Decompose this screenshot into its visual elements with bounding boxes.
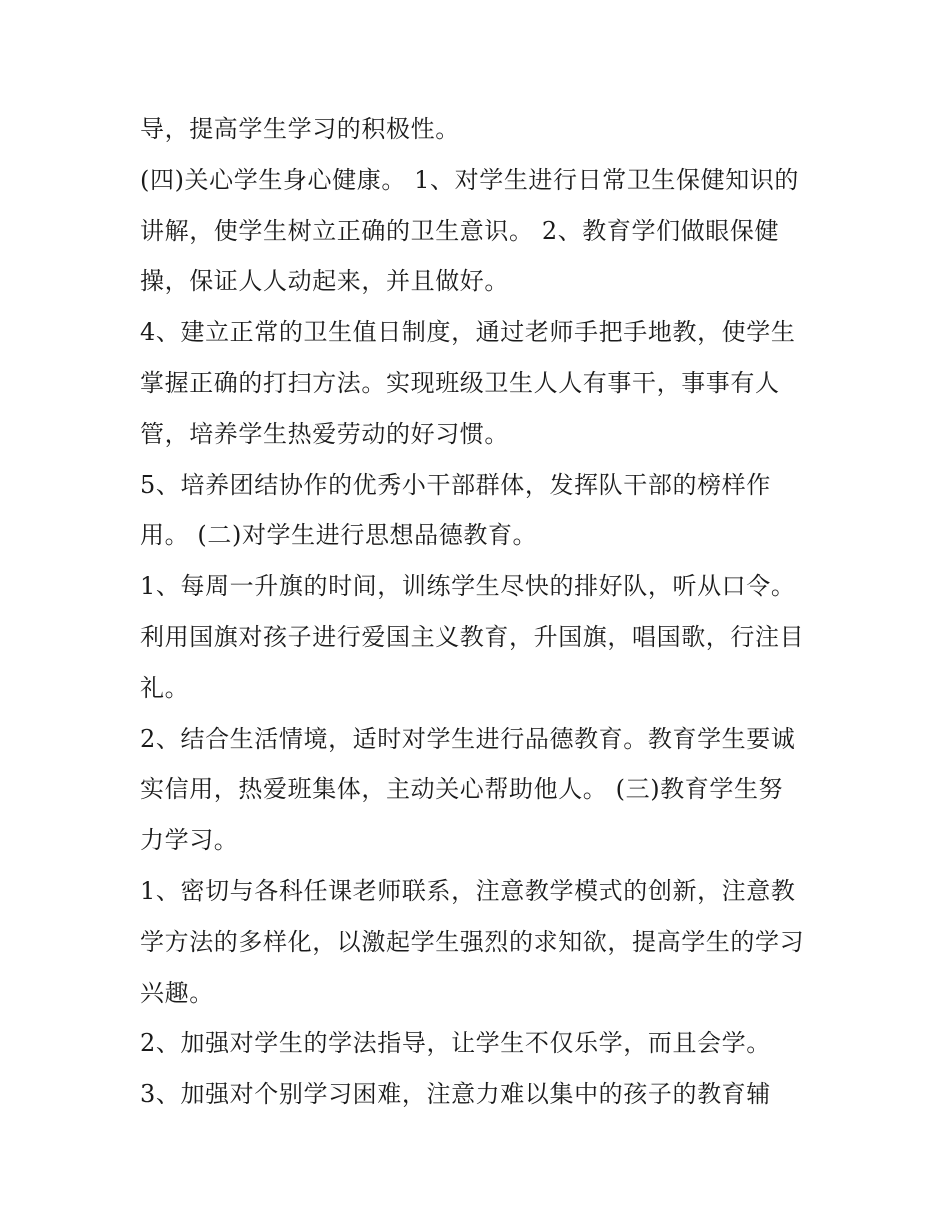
text-line-16: 1、密切与各科任课老师联系，注意教学模式的创新，注意教	[140, 876, 796, 905]
text-line-20: 3、加强对个别学习困难，注意力难以集中的孩子的教育辅	[140, 1080, 771, 1109]
text-line-13: 2、结合生活情境，适时对学生进行品德教育。教育学生要诚	[140, 724, 796, 753]
text-line-3: 讲解，使学生树立正确的卫生意识。 2、教育学们做眼保健	[140, 216, 780, 245]
text-line-4: 操，保证人人动起来，并且做好。	[140, 267, 509, 296]
text-line-15: 力学习。	[140, 826, 239, 855]
text-line-7: 管，培养学生热爱劳动的好习惯。	[140, 419, 509, 448]
text-line-18: 兴趣。	[140, 978, 214, 1007]
text-line-9: 用。 (二)对学生进行思想品德教育。	[140, 521, 538, 550]
text-line-8: 5、培养团结协作的优秀小干部群体，发挥队干部的榜样作	[140, 470, 771, 499]
text-line-19: 2、加强对学生的学法指导，让学生不仅乐学，而且会学。	[140, 1029, 771, 1058]
text-line-14: 实信用，热爱班集体，主动关心帮助他人。 (三)教育学生努	[140, 775, 784, 804]
text-line-5: 4、建立正常的卫生值日制度，通过老师手把手地教，使学生	[140, 318, 796, 347]
text-line-2: (四)关心学生身心健康。 1、对学生进行日常卫生保健知识的	[140, 165, 800, 194]
document-body	[140, 104, 830, 1120]
text-line-11: 利用国旗对孩子进行爱国主义教育，升国旗，唱国歌，行注目	[140, 622, 805, 651]
text-line-12: 礼。	[140, 673, 190, 702]
text-line-1: 导，提高学生学习的积极性。	[140, 115, 460, 143]
text-line-17: 学方法的多样化，以激起学生强烈的求知欲，提高学生的学习	[140, 927, 805, 956]
text-line-10: 1、每周一升旗的时间，训练学生尽快的排好队，听从口令。	[140, 572, 796, 601]
text-line-6: 掌握正确的打扫方法。实现班级卫生人人有事干，事事有人	[140, 368, 780, 397]
